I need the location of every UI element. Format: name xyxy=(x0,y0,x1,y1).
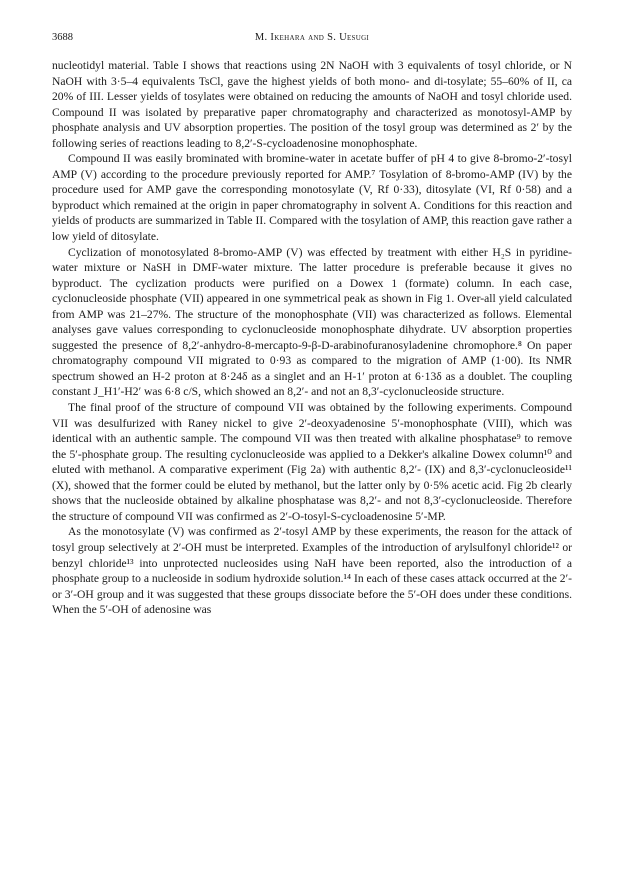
paragraph-3: Cyclization of monotosylated 8-bromo-AMP (V) was effected by treatment with either H₂S in pyridine-water mixture or NaSH in DMF-water mixture. The latter procedure is preferable because it gives no byproduct. The cyclization products were purified on a Dowex 1 (formate) column. In each case, cyclonucleoside phosphate (VII) appeared in one symmetrical peak as shown in Fig 1. Over-all yield calculated from AMP was 21–27%. The structure of the monophosphate (VII) was characterized as follows. Elemental analyses gave values corresponding to cyclonucleoside monophosphate dihydrate. UV absorption properties suggested the presence of 8,2′-anhydro-8-mercapto-9-β-D-arabinofuranosyladenine chromophore.⁸ On paper chromatography compound VII migrated to 0·93 as compared to the migration of AMP (1·00). Its NMR spectrum showed an H-2 proton at 8·24δ as a singlet and an H-1′ proton at 6·13δ as a doublet. The coupling constant J_H1′-H2′ was 6·8 c/S, which showed an 8,2′- and not an 8,3′-cyclonucleoside structure. xyxy=(52,245,572,399)
paragraph-1: nucleotidyl material. Table I shows that reactions using 2N NaOH with 3 equivalents of tosyl chloride, or N NaOH with 3·5–4 equivalents TsCl, gave the highest yields of both mono- and di-tosylate; 55–60% of II, ca 20% of III. Lesser yields of tosylates were obtained on reducing the amounts of NaOH and tosyl chloride used. Compound II was isolated by preparative paper chromatography and characterized as monotosyl-AMP by phosphate analysis and UV absorption properties. The position of the tosyl group was determined as 2′ by the following series of reactions leading to 8,2′-S-cycloadenosine monophosphate. xyxy=(52,59,572,150)
page-number: 3688 xyxy=(52,32,73,43)
page-header xyxy=(52,30,572,46)
running-head-authors: M. Ikehara and S. Uesugi xyxy=(254,32,370,43)
body-text xyxy=(52,58,572,618)
paragraph-2: Compound II was easily brominated with bromine-water in acetate buffer of pH 4 to give 8-bromo-2′-tosyl AMP (V) according to the procedure previously reported for AMP.⁷ Tosylation of 8-bromo-AMP (IV) by the procedure used for AMP gave the corresponding monotosylate (V, Rf 0·33), ditosylate (VI, Rf 0·58) and a byproduct which remained at the origin in paper chromatography in solvent A. Conditions for this reaction and yields of products are summarized in Table II. Compared with the tosylation of AMP, this reaction gave rather a low yield of ditosylate. xyxy=(52,152,572,244)
paragraph-5: As the monotosylate (V) was confirmed as 2′-tosyl AMP by these experiments, the reason for the attack of tosyl group selectively at 2′-OH must be interpreted. Examples of the introduction of arylsulfonyl chloride¹² or benzyl chloride¹³ into unprotected nucleosides using NaH have been reported, also the introduction of a phosphate group to a nucleoside in sodium hydroxide solution.¹⁴ In each of these cases attack occurred at the 2′- or 3′-OH group and it was suggested that these groups dissociate before the 5′-OH does under these conditions. When the 5′-OH of adenosine was xyxy=(52,525,572,617)
paragraph-4: The final proof of the structure of compound VII was obtained by the following experiments. Compound VII was desulfurized with Raney nickel to give 2′-deoxyadenosine 5′-monophosphate (VIII), which was identical with an authentic sample. The compound VII was then treated with alkaline phosphatase⁹ to remove the 5′-phosphate group. The resulting cyclonucleoside was applied to a Dekker's alkaline Dowex column¹⁰ and eluted with methanol. A comparative experiment (Fig 2a) with authentic 8,2′- (IX) and 8,3′-cyclonucleoside¹¹ (X), showed that the former could be eluted by methanol, but the latter only by 0·5% acetic acid. Fig 2b clearly shows that the nucleoside obtained by alkaline phosphatase was 8,2′- and not 8,3′-cyclonucleoside. Therefore the structure of compound VII was confirmed as 2′-O-tosyl-S-cycloadenosine 5′-MP. xyxy=(52,401,572,523)
